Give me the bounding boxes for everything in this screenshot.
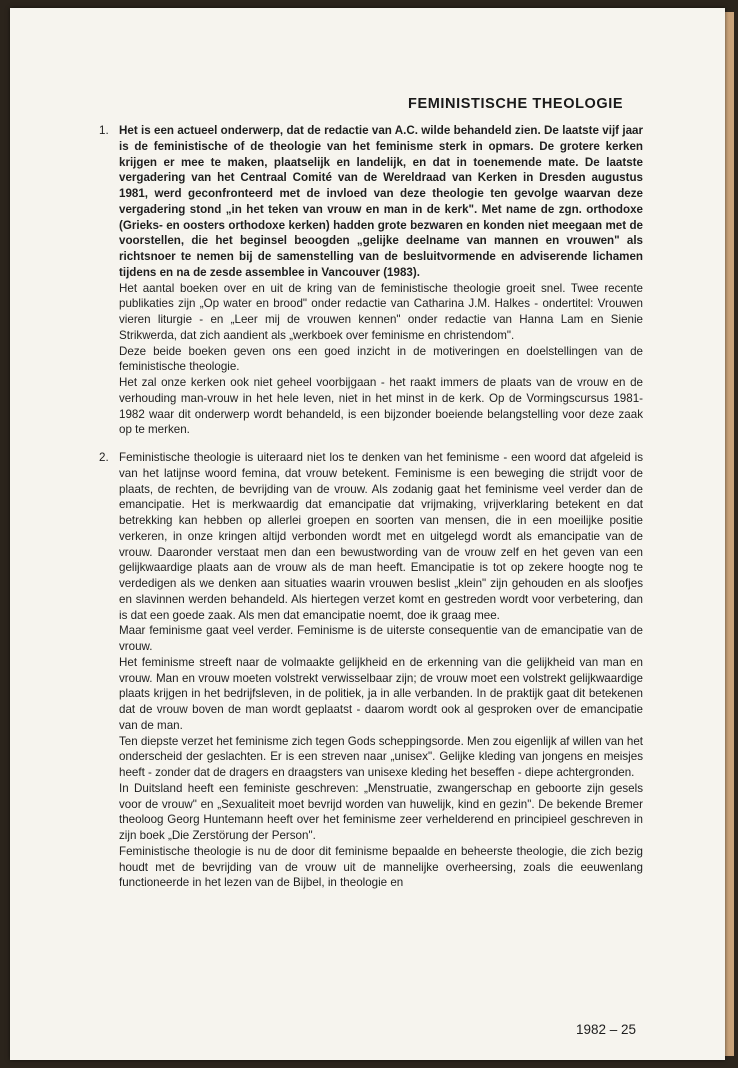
paragraph: Deze beide boeken geven ons een goed inzicht in de motiveringen en doelstellingen van de feministische theologie. bbox=[119, 344, 643, 374]
paragraph: In Duitsland heeft een feministe geschreven: „Menstruatie, zwangerschap en geboorte zijn gesels voor de vrouw" en „Sexualiteit moet bevrijd worden van huwelijk, kind en gezin". De bekende Bremer theoloog Georg Huntemann heeft over het feminisme zeer verhelderend en principieel geschreven in zijn boek „Die Zerstörung der Person". bbox=[119, 781, 643, 842]
paragraph: Feministische theologie is uiteraard niet los te denken van het feminisme - een woord dat afgeleid is van het latijnse woord femina, dat vrouw betekent. Feminisme is een beweging die strijdt voor de plaats, de rechten, de bevrijding van de vrouw. Als zodanig gaat het feminisme veel verder dan de emancipatie. Het is merkwaardig dat emancipatie dat vrijmaking, vrijverklaring betekent en dat betrekking kan hebben op allerlei groepen en soorten van mensen, die in een moeilijke positie verkeren, in onze kringen altijd verbonden wordt met en uitgelegd wordt als emancipatie van de vrouw. Daaronder verstaat men dan een bewustwording van de vrouw zelf en het geven van een gelijkwaardige plaats aan de vrouw als de man heeft. Emancipatie is tot op zekere hoogte nog te verdedigen als we denken aan situaties waarin vrouwen beslist „klein" zijn gehouden en als sloofjes en slavinnen werden behandeld. Als hiertegen verzet komt en gestreden wordt voor verbetering, dan is dat een goede zaak. Als men dat emancipatie noemt, doe ik graag mee. bbox=[119, 451, 643, 622]
running-header-title: FEMINISTISCHE THEOLOGIE bbox=[408, 96, 624, 112]
paragraph: Het aantal boeken over en uit de kring van de feministische theologie groeit snel. Twee recente publikaties zijn „Op water en brood" onder redactie van Catharina J.M. Halkes - ondertitel: Vrouwen vieren liturgie - en „Leer mij de vrouwen kennen" onder redactie van Hanna Lam en Sienie Strikwerda, dat zich aandient als „werkboek over feminisme en christendom". bbox=[119, 281, 643, 342]
section-2 bbox=[99, 450, 643, 891]
article-body bbox=[99, 123, 643, 891]
paragraph: Het is een actueel onderwerp, dat de redactie van A.C. wilde behandeld zien. De laatste vijf jaar is de feministische of de theologie van het feminisme sterk in opmars. De grotere kerken krijgen er mee te maken, plaatselijk en landelijk, en dat in toenemende mate. De laatste vergadering van het Centraal Comité van de Wereldraad van Kerken in Dresden augustus 1981, werd geconfronteerd met de invloed van deze theologie ten gevolge waarvan deze vergadering stond „in het teken van vrouw en man in de kerk". Met name de zgn. orthodoxe (Grieks- en oosters orthodoxe kerken) hadden grote bezwaren en konden niet meegaan met de voorstellen, die het beginsel beoogden „gelijke deelname van mannen en vrouwen" als richtsnoer te nemen bij de samenstelling van de besluitvormende en adviserende lichamen tijdens en na de zesde assemblee in Vancouver (1983). bbox=[119, 124, 643, 279]
paragraph: Het zal onze kerken ook niet geheel voorbijgaan - het raakt immers de plaats van de vrouw en de verhouding man-vrouw in het hele leven, niet in het minst in de kerk. Op de Vormingscursus 1981-1982 waar dit onderwerp wordt behandeld, is een bijzonder boeiende belangstelling voor deze zaak op te merken. bbox=[119, 376, 643, 437]
section-number: 1. bbox=[99, 124, 109, 137]
paragraph: Maar feminisme gaat veel verder. Feminisme is de uiterste consequentie van de emancipatie van de vrouw. bbox=[119, 624, 643, 653]
section-number: 2. bbox=[99, 451, 109, 464]
section-1 bbox=[99, 123, 643, 438]
paragraph: Feministische theologie is nu de door dit feminisme bepaalde en beheerste theologie, die zich bezig houdt met de bevrijding van de vrouw uit de mannelijke overheersing, zoals die eeuwenlang functioneerde in het lezen van de Bijbel, in theologie en bbox=[119, 844, 643, 890]
page-edge-strip bbox=[725, 12, 734, 1056]
page-number: 1982 – 25 bbox=[576, 1022, 637, 1037]
paragraph: Ten diepste verzet het feminisme zich tegen Gods scheppingsorde. Men zou eigenlijk af willen van het onderscheid der geslachten. Er is een streven naar „unisex". Gelijke kleding van jongens en meisjes heeft - zonder dat de dragers en draagsters van unisexe kleding het beseffen - diepe achtergronden. bbox=[119, 734, 643, 779]
paragraph: Het feminisme streeft naar de volmaakte gelijkheid en de erkenning van die gelijkheid van man en vrouw. Man en vrouw moeten volstrekt verwisselbaar zijn; de vrouw moet een volstrekt gelijkwaardige plaats krijgen in het bedrijfsleven, in de politiek, ja in alle verbanden. In de praktijk gaat dit betekenen dat de vrouw boven de man wordt geplaatst - daarom wordt ook al gesproken over de emancipatie van de man. bbox=[119, 655, 643, 732]
